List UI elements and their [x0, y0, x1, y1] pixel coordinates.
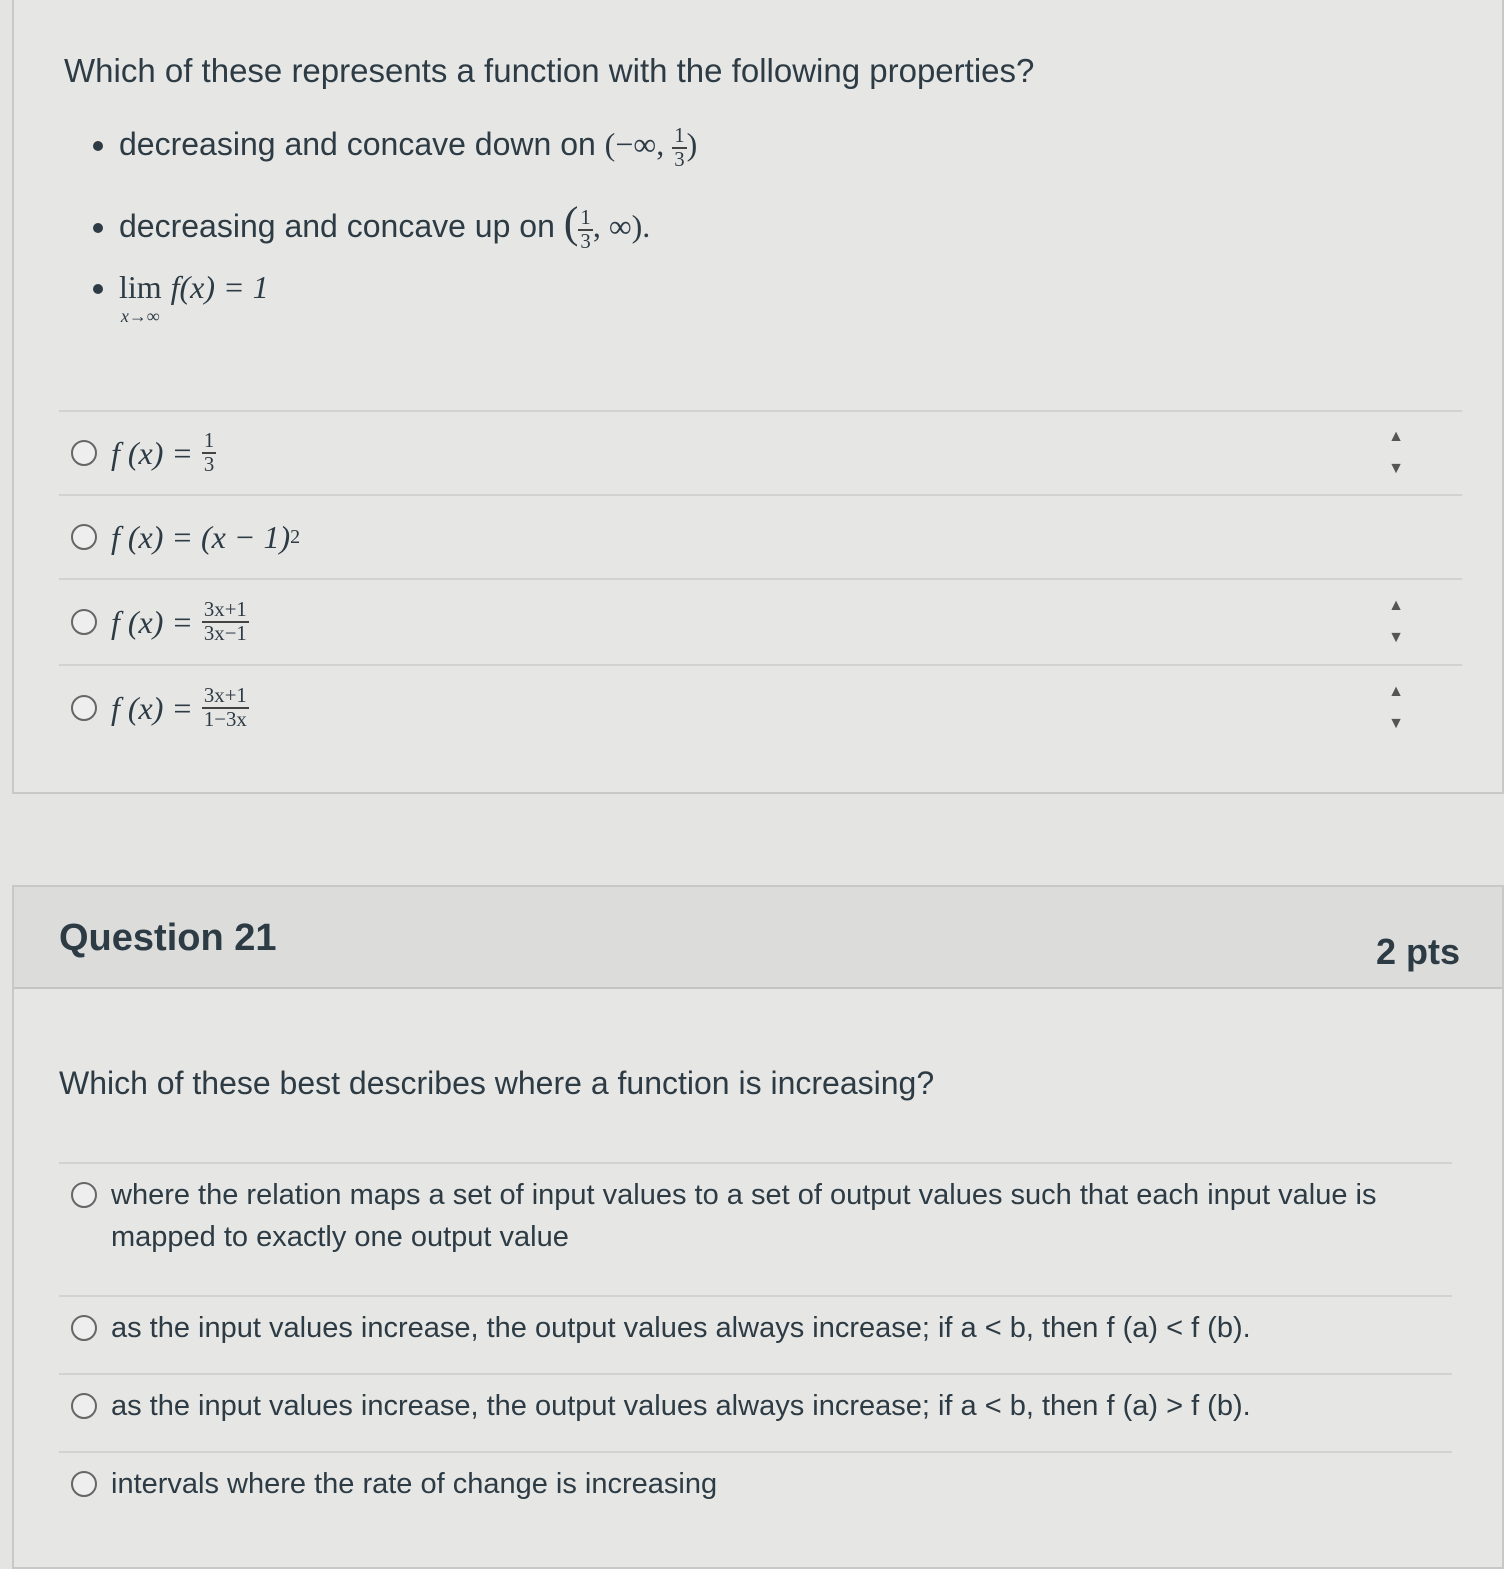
- answer-option-2[interactable]: [59, 1295, 1452, 1375]
- numerator: 3x+1: [203, 598, 247, 622]
- radio-button[interactable]: [71, 695, 97, 721]
- interval-open: (: [563, 198, 579, 247]
- answer-option-1[interactable]: [59, 410, 1462, 494]
- radio-button[interactable]: [71, 1471, 97, 1497]
- property-text: decreasing and concave up on: [119, 208, 555, 244]
- denominator: 3x−1: [203, 622, 247, 645]
- option-label: as the input values increase, the output values always increase; if a < b, then f (a) < f (b).: [111, 1312, 1251, 1344]
- question-title: Question 21: [59, 917, 277, 959]
- arrow-up-icon[interactable]: ▲: [1388, 428, 1404, 445]
- interval-open: (−∞,: [604, 126, 673, 163]
- numerator: 1: [203, 429, 215, 453]
- property-item: [119, 269, 697, 341]
- option-lhs: f (x) =: [111, 689, 193, 726]
- question-prompt: Which of these best describes where a function is increasing?: [59, 1065, 935, 1101]
- option-lhs: f (x) = (x − 1): [111, 518, 291, 555]
- interval-close: ): [686, 126, 698, 163]
- lim-subscript: x→∞: [120, 306, 160, 326]
- interval: [604, 124, 698, 171]
- fraction: [202, 685, 249, 731]
- fraction: [202, 430, 216, 476]
- radio-button[interactable]: [71, 1315, 97, 1341]
- arrow-down-icon[interactable]: ▼: [1388, 715, 1404, 732]
- scroll-arrows[interactable]: [1388, 597, 1404, 647]
- radio-button[interactable]: [71, 609, 97, 635]
- question-21-panel: [12, 885, 1504, 1569]
- option-lhs: f (x) =: [111, 434, 193, 471]
- radio-button[interactable]: [71, 1393, 97, 1419]
- answer-option-3[interactable]: [59, 578, 1462, 664]
- answer-option-4[interactable]: [59, 1451, 1452, 1531]
- option-label: where the relation maps a set of input values to a set of output values such that each input value is mapped to exactly one output value: [111, 1179, 1377, 1254]
- denominator: 3: [203, 453, 215, 476]
- interval-close: , ∞).: [592, 208, 651, 244]
- exponent: 2: [290, 525, 301, 548]
- scroll-arrows[interactable]: [1388, 683, 1404, 733]
- radio-button[interactable]: [71, 1182, 97, 1208]
- limit: [119, 269, 162, 327]
- answer-option-3[interactable]: [59, 1373, 1452, 1453]
- lim-label: • lim: [119, 269, 162, 305]
- denominator: 3: [674, 147, 685, 171]
- numerator: 1: [580, 205, 591, 229]
- property-item: [119, 125, 697, 197]
- answer-option-4[interactable]: [59, 664, 1462, 750]
- numerator: 1: [674, 124, 685, 147]
- radio-button[interactable]: [71, 524, 97, 550]
- property-item: [119, 197, 697, 269]
- scroll-arrows[interactable]: [1388, 428, 1404, 478]
- option-label: intervals where the rate of change is increasing: [111, 1468, 718, 1500]
- radio-button[interactable]: [71, 440, 97, 466]
- question-header: [14, 887, 1502, 989]
- fraction: [578, 207, 592, 253]
- property-list: [69, 125, 697, 341]
- answer-option-1[interactable]: [59, 1162, 1452, 1282]
- arrow-up-icon[interactable]: ▲: [1388, 683, 1404, 700]
- limit-expression: f(x) = 1: [170, 269, 269, 305]
- question-20-panel: [12, 0, 1504, 794]
- arrow-down-icon[interactable]: ▼: [1388, 629, 1404, 646]
- fraction: [202, 599, 249, 645]
- question-prompt: Which of these represents a function with the following properties?: [64, 52, 1035, 89]
- answer-option-2[interactable]: [59, 494, 1462, 578]
- question-points: 2 pts: [1375, 931, 1460, 972]
- denominator: 1−3x: [203, 708, 247, 731]
- interval: [563, 198, 651, 253]
- option-label: as the input values increase, the output values always increase; if a < b, then f (a) > f (b).: [111, 1390, 1251, 1422]
- option-lhs: f (x) =: [111, 603, 193, 640]
- denominator: 3: [580, 229, 591, 253]
- numerator: 3x+1: [203, 684, 247, 708]
- arrow-up-icon[interactable]: ▲: [1388, 597, 1404, 614]
- fraction: [672, 125, 686, 171]
- arrow-down-icon[interactable]: ▼: [1388, 460, 1404, 477]
- property-text: decreasing and concave down on: [119, 126, 596, 163]
